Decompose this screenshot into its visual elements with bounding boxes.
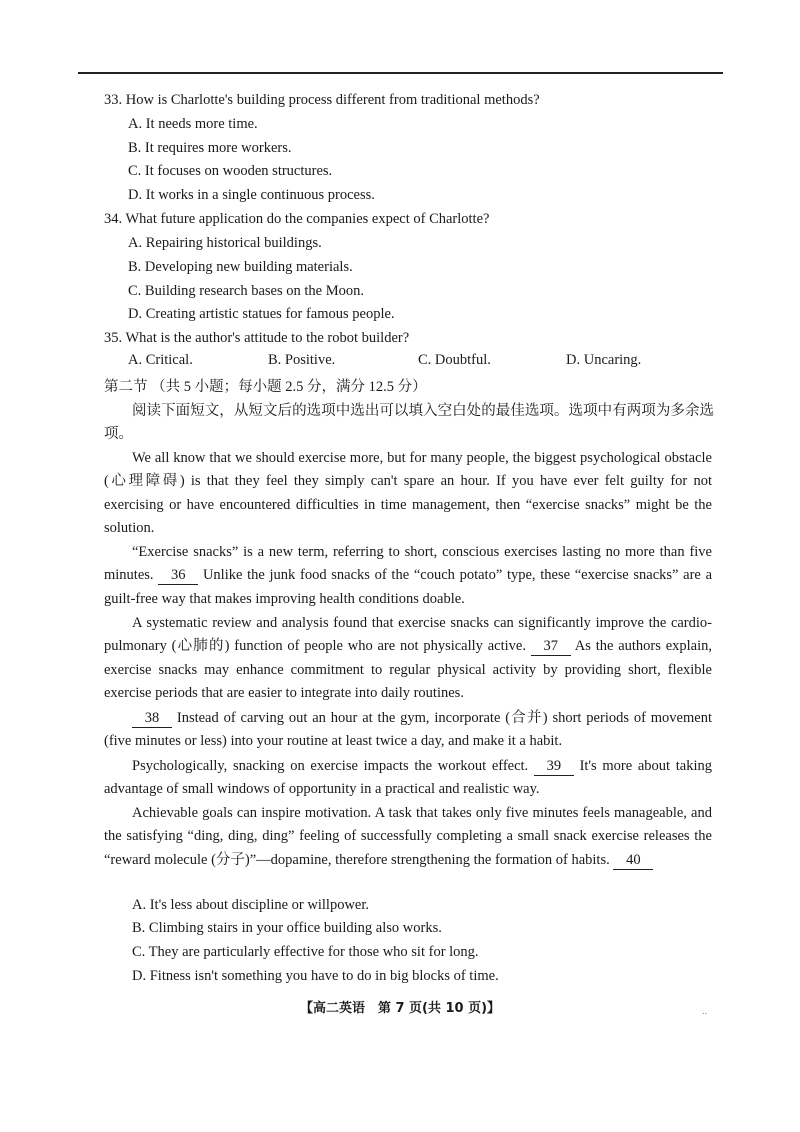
paragraph-5-text-b: It's more about taking advantage of small windows of opportunity in a practical and realistic way.: [104, 758, 713, 798]
paragraph-3-text-b: As the authors explain, exercise snacks may enhance commitment to regular physical activity by providing short, flexible exercise periods that are easier to integrate into daily routines.: [104, 638, 712, 701]
question-35-option-a: A. Critical.: [128, 352, 193, 368]
question-34-stem: 34. What future application do the companies expect of Charlotte?: [104, 211, 490, 227]
paragraph-2-text-b: Unlike the junk food snacks of the “couch potato” type, these “exercise snacks” are a guilt-free way that makes improving health conditions doable.: [104, 567, 713, 607]
question-33-option-d: D. It works in a single continuous process.: [128, 187, 375, 203]
section-heading: 第二节 （共 5 小题；每小题 2.5 分，满分 12.5 分）: [104, 379, 427, 395]
choice-c: C. They are particularly effective for those who sit for long.: [132, 944, 479, 960]
paragraph-4-text: Instead of carving out an hour at the gym, incorporate (合并) short periods of movement (five minutes or less) into your routine at least twice a day, and make it a habit.: [104, 710, 712, 750]
question-33-stem: 33. How is Charlotte's building process different from traditional methods?: [104, 92, 540, 108]
blank-38: 38: [132, 709, 172, 728]
blank-39: 39: [534, 757, 574, 776]
paragraph-6-text: Achievable goals can inspire motivation. A task that takes only five minutes feels manageable, and the satisfying “ding, ding, ding” feeling of successfully completing a small snack exercise releases the “reward molecule (分子)”—dopamine, therefore strengthening the formation of habits.: [104, 805, 712, 868]
question-35-option-b: B. Positive.: [268, 352, 336, 368]
passage-paragraph-1: We all know that we should exercise more, but for many people, the biggest psychological obstacle (心理障碍) is that they feel they simply can't spare an hour. If you have ever felt guilty for not exercising or have encountered difficulties in time management, then “exercise snacks” might be the solution.: [104, 450, 712, 536]
blank-36: 36: [158, 566, 198, 585]
question-33-option-c: C. It focuses on wooden structures.: [128, 163, 333, 179]
corner-mark: ..: [702, 1006, 707, 1017]
paragraph-3-text-a: A systematic review and analysis found that exercise snacks can significantly improve the cardio-pulmonary (心肺的) function of people who are not physically active.: [104, 615, 712, 655]
passage-paragraph-4: [104, 707, 712, 754]
choice-b: B. Climbing stairs in your office building also works.: [132, 920, 442, 936]
choice-a: A. It's less about discipline or willpower.: [132, 897, 369, 913]
blank-37: 37: [531, 637, 571, 656]
question-34-option-c: C. Building research bases on the Moon.: [128, 283, 364, 299]
paragraph-5-text-a: Psychologically, snacking on exercise impacts the workout effect.: [132, 758, 529, 774]
question-34-option-d: D. Creating artistic statues for famous people.: [128, 306, 395, 322]
question-34-option-b: B. Developing new building materials.: [128, 259, 353, 275]
question-35-stem: 35. What is the author's attitude to the robot builder?: [104, 330, 410, 346]
top-rule: [78, 72, 723, 74]
passage-paragraph-2: [104, 541, 712, 611]
passage-paragraph-3: [104, 612, 712, 705]
question-35-option-c: C. Doubtful.: [418, 352, 491, 368]
section-instruction: 阅读下面短文，从短文后的选项中选出可以填入空白处的最佳选项。选项中有两项为多余选项。: [104, 403, 714, 442]
paragraph-2-text-a: “Exercise snacks” is a new term, referring to short, conscious exercises lasting no more than five minutes.: [104, 544, 712, 584]
question-35-option-d: D. Uncaring.: [566, 352, 642, 368]
blank-40: 40: [613, 851, 653, 870]
passage-paragraph-5: [104, 755, 712, 802]
question-34-option-a: A. Repairing historical buildings.: [128, 235, 322, 251]
page-footer: 【高二英语 第 7 页(共 10 页)】: [299, 1001, 501, 1016]
passage-paragraph-6: [104, 802, 712, 872]
question-33-option-b: B. It requires more workers.: [128, 140, 292, 156]
choice-d: D. Fitness isn't something you have to do in big blocks of time.: [132, 968, 499, 984]
question-33-option-a: A. It needs more time.: [128, 116, 258, 132]
